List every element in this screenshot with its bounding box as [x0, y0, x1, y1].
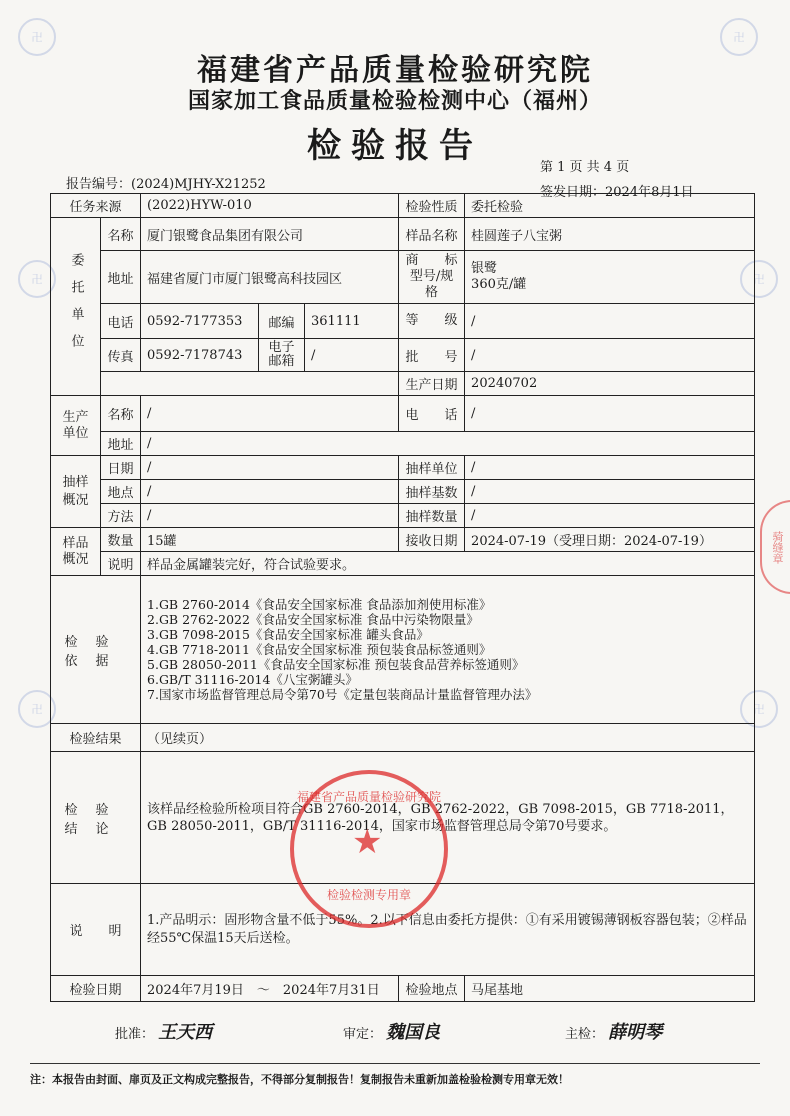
test-date-value: 2024年7月19日 ～ 2024年7月31日 [141, 976, 399, 1002]
remarks-label: 说 明 [51, 884, 141, 976]
client-email-value: / [305, 339, 399, 372]
grade-label: 等 级 [405, 313, 458, 328]
client-fax-label: 传真 [101, 339, 141, 372]
client-zip-value: 361111 [305, 304, 399, 339]
client-address-label: 地址 [101, 251, 141, 304]
basis-item: 3.GB 7098-2015《食品安全国家标准 罐头食品》 [147, 627, 429, 642]
client-name-value: 厦门银鹭食品集团有限公司 [141, 218, 399, 251]
sampling-label: 抽样概况 [51, 456, 101, 528]
test-place-label: 检验地点 [399, 976, 465, 1002]
test-date-label: 检验日期 [51, 976, 141, 1002]
footer-note: 注：本报告由封面、扉页及正文构成完整报告，不得部分复制报告！复制报告未重新加盖检验检测专用章无效！ [30, 1073, 569, 1086]
client-fax-value: 0592-7178743 [141, 339, 259, 372]
basis-item: 4.GB 7718-2011《食品安全国家标准 预包装食品标签通则》 [147, 642, 492, 657]
sampling-base-label: 抽样基数 [399, 480, 465, 504]
report-table [50, 193, 755, 1002]
report-title: 检验报告 [307, 126, 483, 166]
sampling-base-value: / [465, 480, 755, 504]
task-source-value: (2022)HYW-010 [141, 194, 399, 218]
inspect-label: 主检： [565, 1027, 605, 1042]
quantity-label: 数量 [101, 528, 141, 552]
model-label: 型号/规格 [409, 269, 454, 300]
trademark-value: 银鹭 [471, 261, 498, 276]
producer-address-label: 地址 [101, 432, 141, 456]
producer-label: 生产单位 [51, 396, 101, 456]
client-phone-value: 0592-7177353 [141, 304, 259, 339]
client-zip-label: 邮编 [259, 304, 305, 339]
conclusion-value: 该样品经检验所检项目符合GB 2760-2014，GB 2762-2022，GB 7098-2015，GB 7718-2011，GB 28050-2011，GB/T 31116-2014，国家市场监督管理总局令第70号要求。 [141, 752, 755, 884]
issue-date: 签发日期：2024年8月1日 [540, 185, 694, 200]
review-sig: 魏国良 [386, 1022, 441, 1043]
producer-name-label: 名称 [101, 396, 141, 432]
center-name: 国家加工食品质量检验检测中心（福州） [187, 88, 602, 114]
report-number: 报告编号：(2024)MJHY-X21252 [66, 177, 266, 192]
receive-date-value: 2024-07-19（受理日期：2024-07-19） [465, 528, 755, 552]
sampling-date-value: / [141, 456, 399, 480]
inspect-signature [565, 1018, 662, 1044]
watermark-icon: 卍 [18, 260, 56, 298]
client-label: 委托单位 [51, 218, 101, 396]
seal-bottom-text: 检验检测专用章 [326, 888, 411, 902]
producer-phone-value: / [465, 396, 755, 432]
sample-name-value: 桂圆莲子八宝粥 [465, 218, 755, 251]
client-email-label: 电子邮箱 [259, 339, 305, 372]
basis-item: 2.GB 2762-2022《食品安全国家标准 食品中污染物限量》 [147, 612, 479, 627]
review-label: 审定： [343, 1027, 383, 1042]
producer-name-value: / [141, 396, 399, 432]
page-indicator: 第 1 页 共 4 页 [540, 160, 630, 175]
prod-date-value: 20240702 [465, 372, 755, 396]
grade-value: / [471, 313, 476, 329]
prod-date-label: 生产日期 [399, 372, 465, 396]
sample-name-label: 样品名称 [399, 218, 465, 251]
inspect-sig: 薛明琴 [608, 1022, 663, 1043]
conclusion-label: 检验结论 [51, 752, 141, 884]
sampling-qty-label: 抽样数量 [399, 504, 465, 528]
producer-address-value: / [141, 432, 755, 456]
task-source-label: 任务来源 [51, 194, 141, 218]
sampling-date-label: 日期 [101, 456, 141, 480]
result-value: （见续页） [141, 724, 755, 752]
footer-divider [30, 1063, 760, 1064]
review-signature [343, 1018, 440, 1044]
sampling-method-value: / [141, 504, 399, 528]
sampling-location-value: / [141, 480, 399, 504]
basis-item: 5.GB 28050-2011《食品安全国家标准 预包装食品营养标签通则》 [147, 657, 525, 672]
watermark-icon: 卍 [740, 260, 778, 298]
trademark-label: 商 标 [405, 253, 458, 268]
batch-value: / [465, 339, 755, 372]
client-name-label: 名称 [101, 218, 141, 251]
watermark-icon: 卍 [18, 690, 56, 728]
sampling-method-label: 方法 [101, 504, 141, 528]
seal-star-icon: ★ [352, 822, 383, 862]
receive-date-label: 接收日期 [399, 528, 465, 552]
producer-phone-label: 电 话 [399, 396, 465, 432]
client-address-value: 福建省厦门市厦门银鹭高科技园区 [141, 251, 399, 304]
batch-label: 批 号 [399, 339, 465, 372]
approve-label: 批准： [115, 1027, 155, 1042]
watermark-icon: 卍 [720, 18, 758, 56]
approve-sig: 王天西 [158, 1022, 213, 1043]
test-place-value: 马尾基地 [465, 976, 755, 1002]
sample-overview-label: 样品概况 [51, 528, 101, 576]
sampling-unit-label: 抽样单位 [399, 456, 465, 480]
seal-ring-text: 福建省产品质量检验研究院 [296, 790, 441, 804]
basis-item: 1.GB 2760-2014《食品安全国家标准 食品添加剂使用标准》 [147, 597, 492, 612]
sampling-unit-value: / [465, 456, 755, 480]
result-label: 检验结果 [51, 724, 141, 752]
inspection-nature-label: 检验性质 [399, 194, 465, 218]
basis-list [141, 576, 755, 724]
sampling-qty-value: / [465, 504, 755, 528]
model-value: 360克/罐 [471, 277, 527, 292]
description-label: 说明 [101, 552, 141, 576]
watermark-icon: 卍 [740, 690, 778, 728]
inspection-nature-value: 委托检验 [465, 194, 755, 218]
basis-item: 6.GB/T 31116-2014《八宝粥罐头》 [147, 672, 358, 687]
basis-label: 检验依据 [51, 576, 141, 724]
basis-item: 7.国家市场监督管理总局令第70号《定量包装商品计量监督管理办法》 [147, 687, 538, 702]
institute-name: 福建省产品质量检验研究院 [197, 53, 593, 88]
quantity-value: 15罐 [141, 528, 399, 552]
watermark-icon: 卍 [18, 18, 56, 56]
remarks-value: 1.产品明示：固形物含量不低于55%。2.以下信息由委托方提供：①有采用镀锡薄钢板容器包装；②样品经55℃保温15天后送检。 [141, 884, 755, 976]
side-seal-icon: 骑缝章 [760, 500, 790, 594]
client-phone-label: 电话 [101, 304, 141, 339]
description-value: 样品金属罐装完好，符合试验要求。 [141, 552, 755, 576]
approve-signature [115, 1018, 212, 1044]
sampling-location-label: 地点 [101, 480, 141, 504]
